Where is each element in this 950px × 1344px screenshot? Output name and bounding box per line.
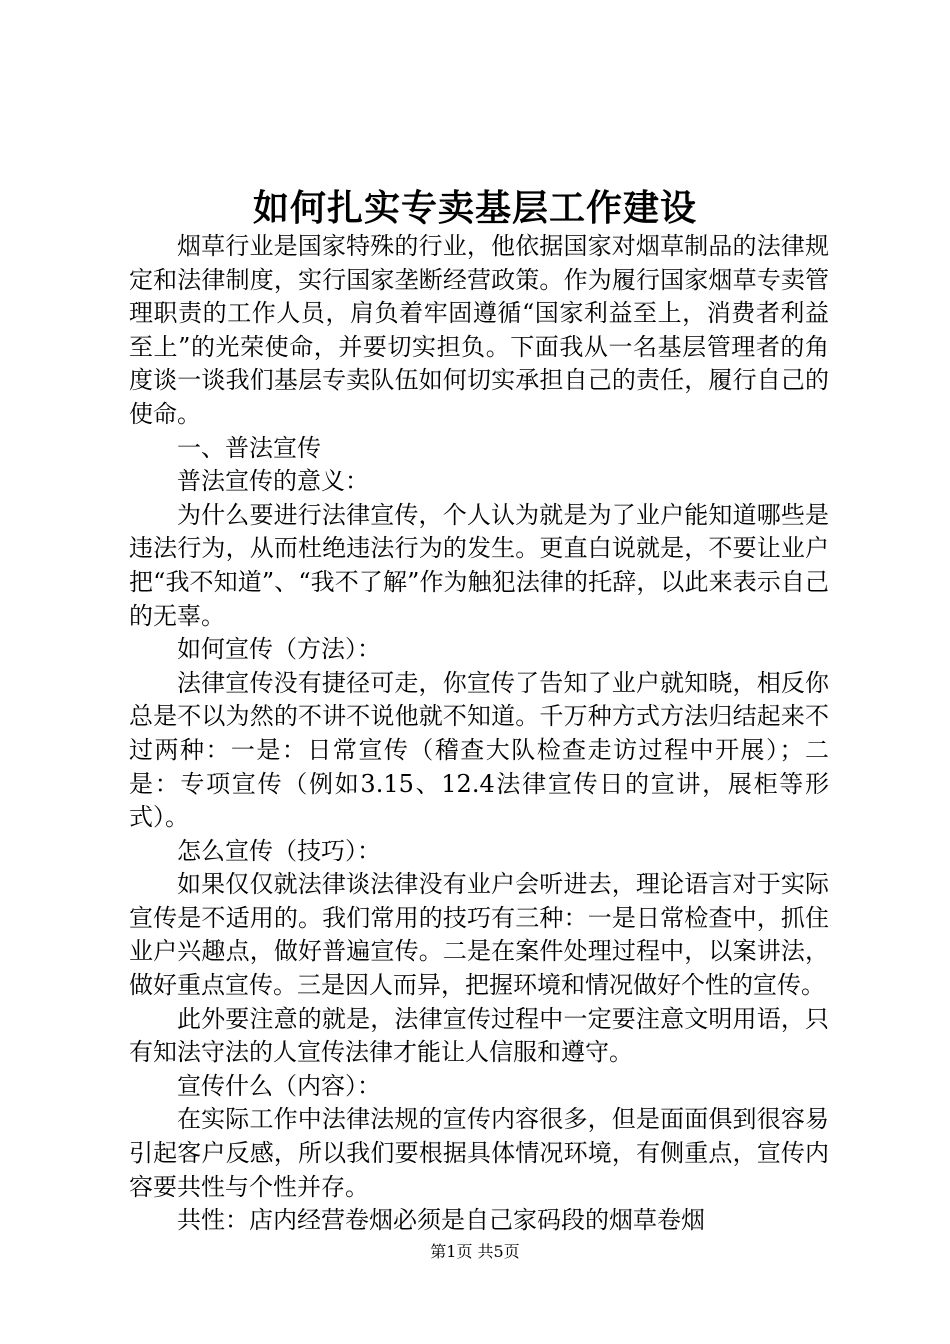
page-number-footer: 第1页 共5页 — [430, 1242, 520, 1261]
section-heading-law-promotion: 一、普法宣传 — [177, 433, 321, 462]
paragraph-significance: 为什么要进行法律宣传，个人认为就是为了业户能知道哪些是违法行为，从而杜绝违法行为的发生。更直白说就是，不要让业户把“我不知道”、“我不了解”作为触犯法律的托辞，以此来表示自己的无辜。 — [129, 500, 829, 630]
subheading-technique: 怎么宣传（技巧）： — [177, 836, 381, 865]
paragraph-civility: 此外要注意的就是，法律宣传过程中一定要注意文明用语，只有知法守法的人宣传法律才能让人信服和遵守。 — [129, 1004, 829, 1067]
subheading-content: 宣传什么（内容）： — [177, 1071, 381, 1100]
paragraph-commonality: 共性：店内经营卷烟必须是自己家码段的烟草卷烟 — [177, 1206, 705, 1235]
document-body — [129, 230, 829, 1238]
document-title: 如何扎实专卖基层工作建设 — [252, 187, 697, 229]
paragraph-technique: 如果仅仅就法律谈法律没有业户会听进去，理论语言对于实际宣传是不适用的。我们常用的技巧有三种：一是日常检查中，抓住业户兴趣点，做好普遍宣传。二是在案件处理过程中，以案讲法，做好重点宣传。三是因人而异，把握环境和情况做好个性的宣传。 — [129, 870, 829, 1000]
paragraph-intro: 烟草行业是国家特殊的行业，他依据国家对烟草制品的法律规定和法律制度，实行国家垄断经营政策。作为履行国家烟草专卖管理职责的工作人员，肩负着牢固遵循“国家利益至上，消费者利益至上”的光荣使命，并要切实担负。下面我从一名基层管理者的角度谈一谈我们基层专卖队伍如何切实承担自己的责任，履行自己的使命。 — [129, 232, 829, 428]
subheading-method: 如何宣传（方法）： — [177, 635, 381, 664]
paragraph-method: 法律宣传没有捷径可走，你宣传了告知了业户就知晓，相反你总是不以为然的不讲不说他就不知道。千万种方式方法归结起来不过两种：一是：日常宣传（稽查大队检查走访过程中开展）；二是：专项宣传（例如3.15、12.4法律宣传日的宣讲，展柜等形式）。 — [129, 668, 829, 832]
paragraph-content: 在实际工作中法律法规的宣传内容很多，但是面面俱到很容易引起客户反感，所以我们要根据具体情况环境，有侧重点，宣传内容要共性与个性并存。 — [129, 1105, 829, 1201]
subheading-significance: 普法宣传的意义： — [177, 467, 369, 496]
